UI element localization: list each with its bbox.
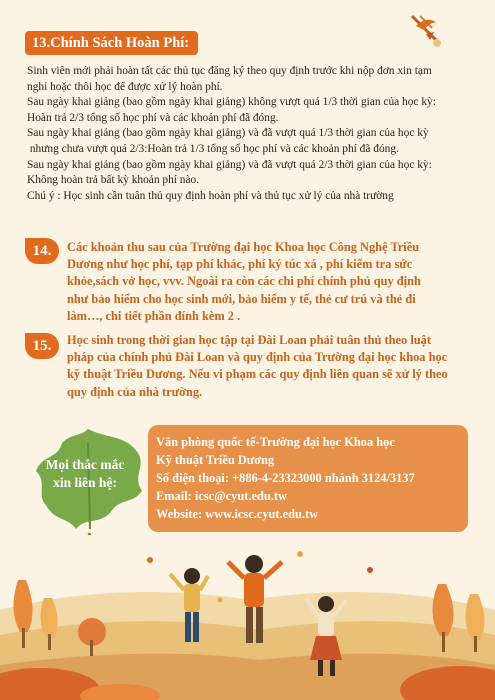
contact-website[interactable]: Website: www.icsc.cyut.edu.tw xyxy=(156,507,319,521)
policy-line: nghỉ hoặc thôi học để được xử lý hoàn phí. xyxy=(27,80,223,93)
autumn-people-illustration xyxy=(0,540,495,700)
section-13-title: 13.Chính Sách Hoàn Phí: xyxy=(25,31,198,55)
policy-line: Chú ý : Học sinh cần tuân thủ quy định hoàn phí và thủ tục xử lý của nhà trường xyxy=(27,189,394,202)
contact-box xyxy=(148,425,468,532)
contact-office: Văn phòng quốc tế-Trường đại học Khoa học xyxy=(156,435,395,449)
item-14-line: làm…, chi tiết phần đính kèm 2 . xyxy=(67,308,241,323)
item-15-line: pháp của chính phủ Đài Loan và quy định của Trường đại học khoa học xyxy=(67,350,448,365)
policy-line: Sau ngày khai giảng (bao gồm ngày khai giảng) và đã vượt quá 2/3 thời gian của học kỳ: xyxy=(27,158,432,171)
policy-line: Không hoàn trả bất kỳ khoản phí nào. xyxy=(27,174,200,187)
item-14-line: khỏe,sách vở học, vvv. Ngoài ra còn các chi phí chính phủ quy định xyxy=(67,274,421,289)
item-14-line: như bảo hiểm cho học sinh mới, bảo hiểm y tế, thẻ cư trú và thẻ đi xyxy=(67,291,416,306)
item-14-line: Các khoản thu sau của Trường đại học Khoa học Công Nghệ Triều xyxy=(67,240,420,254)
policy-line: Sinh viên mới phải hoàn tất các thủ tục đăng ký theo quy định trước khi nộp đơn xin tạm xyxy=(27,65,432,77)
item-15-line: quy định của nhà trường. xyxy=(67,384,203,399)
policy-line: nhưng chưa vượt quá 2/3:Hoàn trả 1/3 tổng số học phí và các khoản phí đã đóng. xyxy=(27,142,399,155)
contact-leaf-label xyxy=(32,456,138,492)
item-15-line: kỹ thuật Triều Dương. Nếu vi phạm các quy định liên quan sẽ xử lý theo xyxy=(67,367,448,382)
contact-phone: Số điện thoại: +886-4-23323000 nhánh 3124/3137 xyxy=(156,471,415,485)
contact-email[interactable]: Email: icsc@cyut.edu.tw xyxy=(156,489,287,503)
bird-illustration xyxy=(406,12,448,52)
item-15-number-badge: 15. xyxy=(25,333,59,359)
refund-policy-text xyxy=(27,64,479,204)
policy-line: Sau ngày khai giảng (bao gồm ngày khai giảng) không vượt quá 1/3 thời gian của học kỳ: xyxy=(27,96,436,109)
policy-line: Hoàn trả 2/3 tổng số học phí và các khoản phí đã đóng. xyxy=(27,111,279,124)
item-14-number-badge: 14. xyxy=(25,238,59,264)
item-14-text xyxy=(67,239,487,325)
contact-office-line-2: Kỹ thuật Triều Dương xyxy=(156,453,275,467)
item-14-line: Dương như học phí, tạp phí khác, phí ký túc xá , phí kiểm tra sức xyxy=(67,257,413,272)
item-15-line: Học sinh trong thời gian học tập tại Đài Loan phải tuân thủ theo luật xyxy=(67,333,431,347)
leaf-label-line: Mọi thắc mắc xyxy=(45,457,125,472)
policy-line: Sau ngày khai giảng (bao gồm ngày khai giảng) và đã vượt quá 1/3 thời gian của học kỳ xyxy=(27,127,429,140)
leaf-label-line: xin liên hệ: xyxy=(53,475,117,490)
item-15-text xyxy=(67,332,487,401)
